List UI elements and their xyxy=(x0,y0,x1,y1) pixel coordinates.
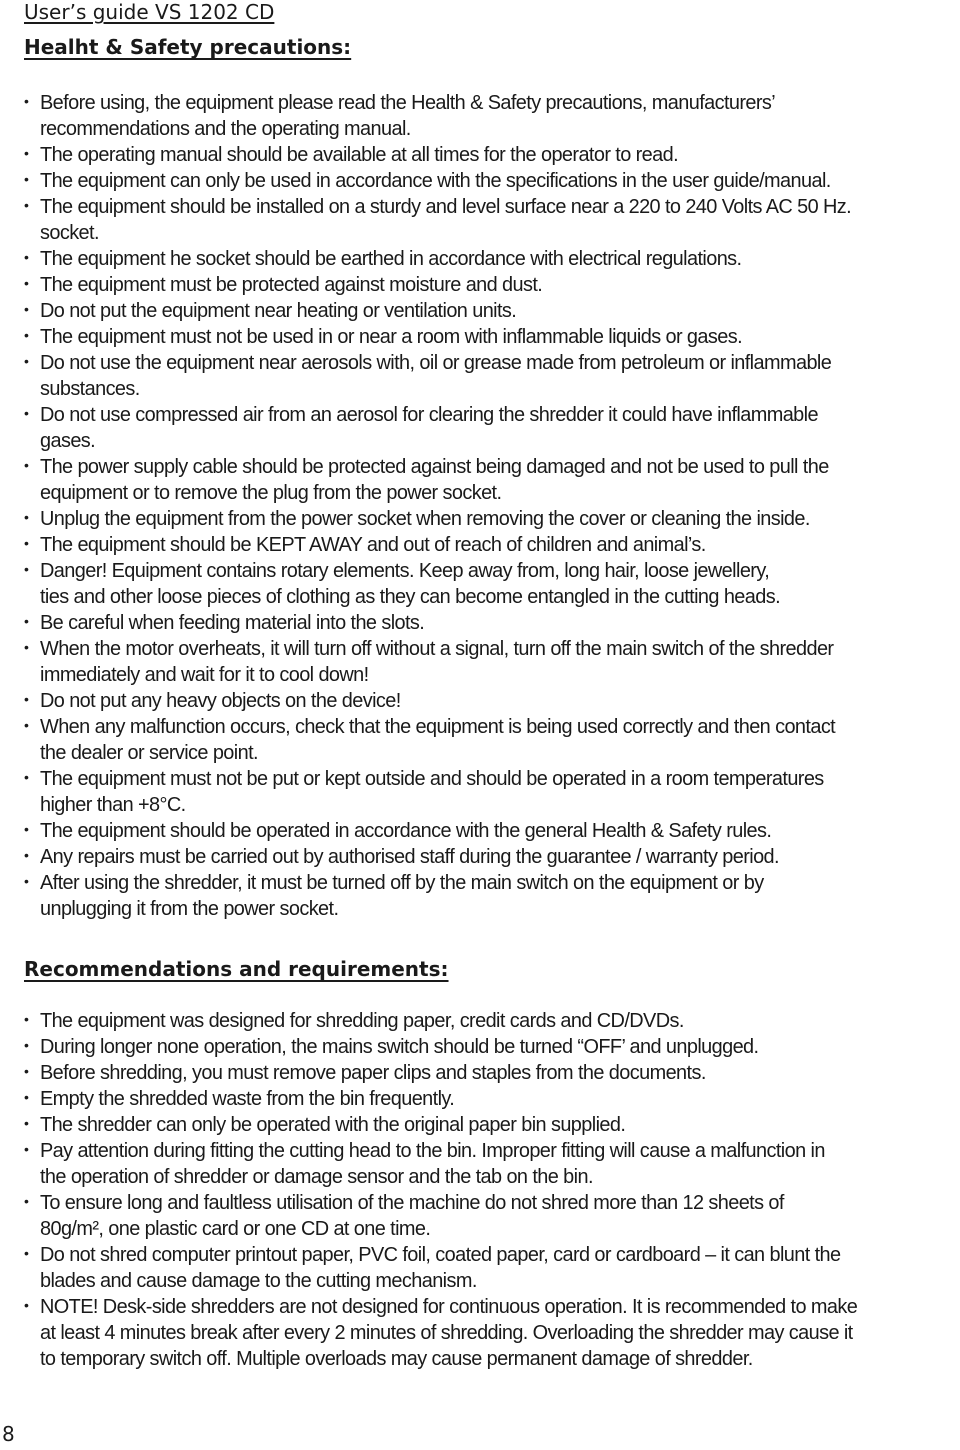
list-item-text: Danger! Equipment contains rotary elements. Keep away from, long hair, loose jewellery, ties and other loose pieces of clothing as they can become entangled in the cutting heads. xyxy=(40,560,781,608)
section-title-safety: Healht & Safety precautions: xyxy=(24,35,352,59)
bullet-icon: • xyxy=(24,535,29,551)
list-item-text: The equipment must not be put or kept outside and should be operated in a room temperatures higher than +8°C. xyxy=(40,768,824,816)
list-item xyxy=(24,298,960,324)
bullet-icon: • xyxy=(24,1297,29,1313)
list-item-text: Do not use the equipment near aerosols with, oil or grease made from petroleum or inflammable substances. xyxy=(40,352,832,400)
bullet-icon: • xyxy=(24,821,29,837)
list-item-text: The equipment must be protected against moisture and dust. xyxy=(40,274,543,296)
bullet-icon: • xyxy=(24,509,29,525)
list-item-text: Do not shred computer printout paper, PVC foil, coated paper, card or cardboard – it can blunt the blades and cause damage to the cutting mechanism. xyxy=(40,1244,841,1292)
list-item xyxy=(24,636,960,688)
page-number: 8 xyxy=(2,1422,15,1446)
list-item-text: The equipment should be installed on a sturdy and level surface near a 220 to 240 Volts AC 50 Hz. socket. xyxy=(40,196,852,244)
list-item-text: After using the shredder, it must be turned off by the main switch on the equipment or by unplugging it from the power socket. xyxy=(40,872,764,920)
list-item-text: Empty the shredded waste from the bin frequently. xyxy=(40,1088,455,1110)
list-item xyxy=(24,766,960,818)
list-item xyxy=(24,324,960,350)
list-item xyxy=(24,402,960,454)
bullet-icon: • xyxy=(24,847,29,863)
bullet-icon: • xyxy=(24,301,29,317)
list-item-text: Any repairs must be carried out by authorised staff during the guarantee / warranty period. xyxy=(40,846,779,868)
bullet-icon: • xyxy=(24,171,29,187)
list-item-text: Pay attention during fitting the cutting head to the bin. Improper fitting will cause a malfunction in the operation of shredder or damage sensor and the tab on the bin. xyxy=(40,1140,825,1188)
bullet-icon: • xyxy=(24,457,29,473)
list-item xyxy=(24,714,960,766)
bullet-icon: • xyxy=(24,873,29,889)
list-item-text: The operating manual should be available at all times for the operator to read. xyxy=(40,144,679,166)
list-item-text: When the motor overheats, it will turn off without a signal, turn off the main switch of the shredder immediately and wait for it to cool down! xyxy=(40,638,834,686)
bullet-icon: • xyxy=(24,197,29,213)
list-item xyxy=(24,350,960,402)
bullet-icon: • xyxy=(24,249,29,265)
list-item xyxy=(24,168,960,194)
list-item xyxy=(24,506,960,532)
bullet-icon: • xyxy=(24,353,29,369)
bullet-icon: • xyxy=(24,1115,29,1131)
list-item xyxy=(24,818,960,844)
list-item-text: Do not put the equipment near heating or ventilation units. xyxy=(40,300,517,322)
bullet-icon: • xyxy=(24,145,29,161)
bullet-icon: • xyxy=(24,613,29,629)
list-item xyxy=(24,272,960,298)
section-title-recommendations: Recommendations and requirements: xyxy=(24,957,449,981)
list-item xyxy=(24,194,960,246)
list-item-text: The shredder can only be operated with the original paper bin supplied. xyxy=(40,1114,626,1136)
bullet-icon: • xyxy=(24,1011,29,1027)
list-item xyxy=(24,1294,960,1372)
list-item xyxy=(24,142,960,168)
bullet-icon: • xyxy=(24,717,29,733)
list-item xyxy=(24,1242,960,1294)
list-item xyxy=(24,1138,960,1190)
list-item xyxy=(24,844,960,870)
list-item-text: Do not use compressed air from an aerosol for clearing the shredder it could have inflammable gases. xyxy=(40,404,818,452)
list-item-text: Unplug the equipment from the power socket when removing the cover or cleaning the inside. xyxy=(40,508,810,530)
list-item-text: NOTE! Desk-side shredders are not designed for continuous operation. It is recommended to make at least 4 minutes break after every 2 minutes of shredding. Overloading the shredder may cause it to temporary switch off. Multiple overloads may cause permanent damage of shredder. xyxy=(40,1296,858,1370)
recommendations-list xyxy=(24,1008,960,1372)
list-item-text: The equipment he socket should be earthed in accordance with electrical regulations. xyxy=(40,248,742,270)
list-item-text: Before shredding, you must remove paper clips and staples from the documents. xyxy=(40,1062,706,1084)
list-item xyxy=(24,558,960,610)
list-item xyxy=(24,246,960,272)
bullet-icon: • xyxy=(24,93,29,109)
list-item xyxy=(24,454,960,506)
safety-list xyxy=(24,90,960,922)
list-item-text: Do not put any heavy objects on the device! xyxy=(40,690,401,712)
bullet-icon: • xyxy=(24,769,29,785)
list-item-text: The equipment should be KEPT AWAY and out of reach of children and animal’s. xyxy=(40,534,706,556)
list-item xyxy=(24,1008,960,1034)
bullet-icon: • xyxy=(24,405,29,421)
list-item xyxy=(24,1034,960,1060)
bullet-icon: • xyxy=(24,1089,29,1105)
list-item-text: The equipment was designed for shredding paper, credit cards and CD/DVDs. xyxy=(40,1010,684,1032)
bullet-icon: • xyxy=(24,691,29,707)
list-item-text: The power supply cable should be protected against being damaged and not be used to pull the equipment or to remove the plug from the power socket. xyxy=(40,456,829,504)
bullet-icon: • xyxy=(24,1141,29,1157)
bullet-icon: • xyxy=(24,1245,29,1261)
list-item xyxy=(24,688,960,714)
list-item-text: To ensure long and faultless utilisation of the machine do not shred more than 12 sheets of 80g/m², one plastic card or one CD at one time. xyxy=(40,1192,784,1240)
bullet-icon: • xyxy=(24,1193,29,1209)
list-item-text: During longer none operation, the mains switch should be turned “OFF’ and unplugged. xyxy=(40,1036,759,1058)
list-item xyxy=(24,1086,960,1112)
list-item xyxy=(24,1190,960,1242)
list-item-text: When any malfunction occurs, check that the equipment is being used correctly and then contact the dealer or service point. xyxy=(40,716,836,764)
list-item-text: Before using, the equipment please read the Health & Safety precautions, manufacturers’ recommendations and the operating manual. xyxy=(40,92,776,140)
bullet-icon: • xyxy=(24,1063,29,1079)
list-item xyxy=(24,1112,960,1138)
list-item-text: The equipment must not be used in or near a room with inflammable liquids or gases. xyxy=(40,326,743,348)
list-item xyxy=(24,532,960,558)
list-item xyxy=(24,610,960,636)
bullet-icon: • xyxy=(24,275,29,291)
bullet-icon: • xyxy=(24,639,29,655)
list-item-text: Be careful when feeding material into the slots. xyxy=(40,612,425,634)
list-item xyxy=(24,1060,960,1086)
bullet-icon: • xyxy=(24,1037,29,1053)
list-item-text: The equipment can only be used in accordance with the specifications in the user guide/manual. xyxy=(40,170,831,192)
list-item xyxy=(24,90,960,142)
bullet-icon: • xyxy=(24,327,29,343)
list-item xyxy=(24,870,960,922)
document-header: User’s guide VS 1202 CD xyxy=(24,0,275,24)
bullet-icon: • xyxy=(24,561,29,577)
list-item-text: The equipment should be operated in accordance with the general Health & Safety rules. xyxy=(40,820,772,842)
